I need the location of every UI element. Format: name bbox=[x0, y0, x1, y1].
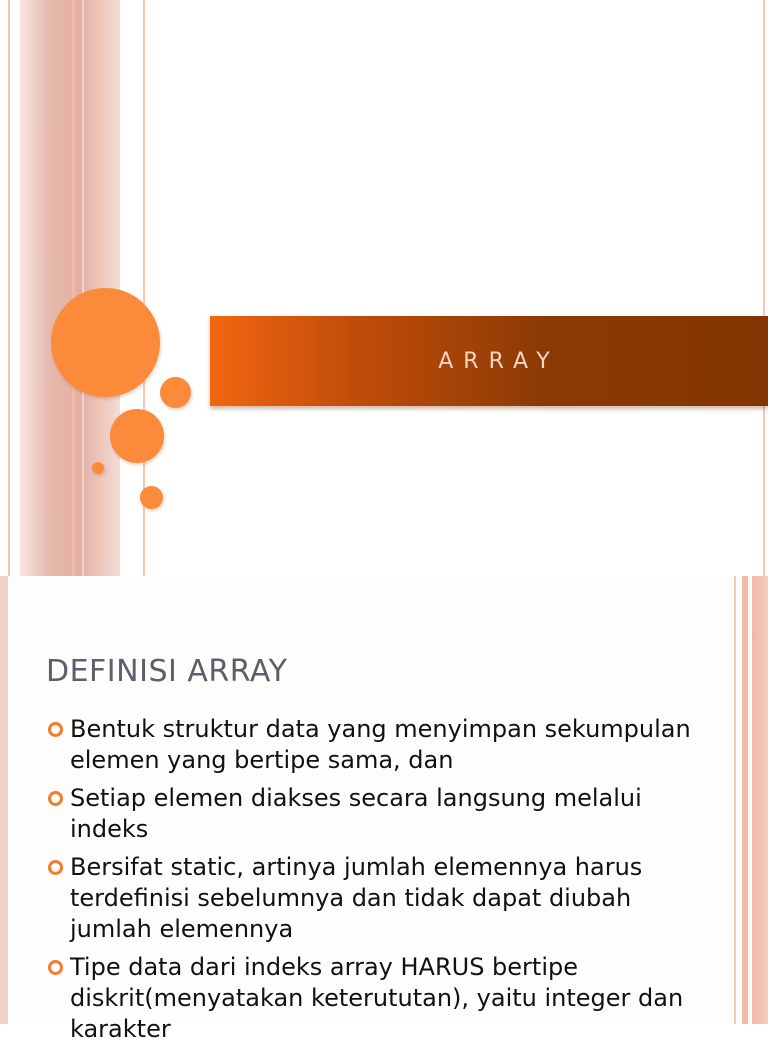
decor-circle-small bbox=[160, 377, 191, 408]
decor-stripe bbox=[742, 576, 748, 1024]
decor-stripe-left bbox=[0, 576, 8, 1024]
slide-title: ARRAY bbox=[438, 348, 560, 374]
content-slide bbox=[0, 576, 768, 1043]
decor-stripe bbox=[72, 0, 75, 576]
bullet-text: Setiap elemen diakses secara langsung melalui indeks bbox=[70, 784, 642, 843]
decor-stripe bbox=[82, 0, 84, 576]
decor-stripe bbox=[734, 576, 736, 1024]
bullet-list bbox=[46, 714, 706, 1052]
decor-circle-small bbox=[140, 486, 163, 509]
bullet-text: Tipe data dari indeks array HARUS bertipe diskrit(menyatakan keterututan), yaitu integer dan karakter bbox=[70, 953, 684, 1043]
bullet-item bbox=[46, 783, 706, 845]
bullet-item bbox=[46, 952, 706, 1045]
decor-stripe bbox=[763, 0, 765, 576]
decor-circle-tiny bbox=[92, 462, 104, 474]
decor-circle-large bbox=[51, 288, 160, 397]
section-title: DEFINISI ARRAY bbox=[46, 654, 288, 689]
decor-circle-medium bbox=[110, 409, 164, 463]
bullet-item bbox=[46, 714, 706, 776]
bullet-circle-icon bbox=[48, 860, 63, 875]
decor-stripe bbox=[8, 0, 10, 576]
bullet-circle-icon bbox=[48, 791, 63, 806]
bullet-text: Bersifat static, artinya jumlah elemennya harus terdefinisi sebelumnya dan tidak dapat diubah jumlah elemennya bbox=[70, 853, 643, 943]
bullet-item bbox=[46, 852, 706, 945]
bullet-circle-icon bbox=[48, 960, 63, 975]
bullet-circle-icon bbox=[48, 722, 63, 737]
bullet-text: Bentuk struktur data yang menyimpan sekumpulan elemen yang bertipe sama, dan bbox=[70, 715, 691, 774]
decor-stripe bbox=[752, 576, 768, 1024]
